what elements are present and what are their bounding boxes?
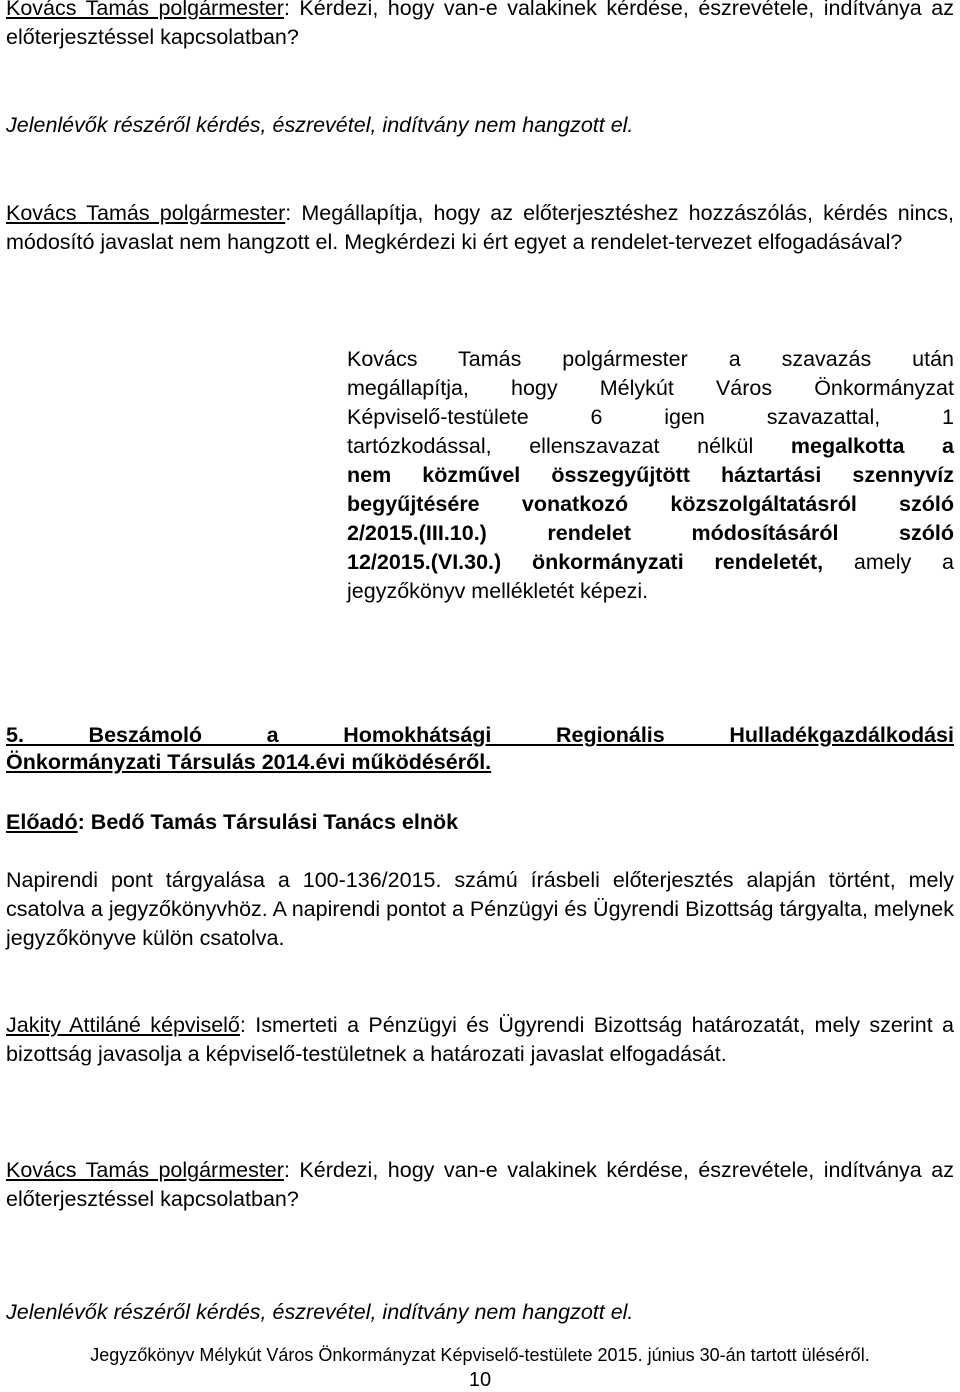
speaker-name: Jakity Attiláné képviselő [6,1013,240,1037]
vote-line-bold: 12/2015.(VI.30.) önkormányzati rendeletét, [347,550,824,574]
paragraph-agenda-item: Napirendi pont tárgyalása a 100-136/2015. számú írásbeli előterjesztés alapján történt, mely csatolva a jegyzőkönyvhöz. A napirendi pontot a Pénzügyi és Ügyrendi Bizottság tárgyalta, melynek jegyzőkönyve külön csatolva. [6,868,954,950]
vote-line [347,548,954,577]
vote-line: 2/2015.(III.10.) rendelet módosításáról szóló [347,521,954,545]
vote-line-normal: amely a [823,550,954,574]
paragraph-mayor-question [6,0,954,52]
vote-line: nem közművel összegyűjtött háztartási szennyvíz [347,463,954,487]
presenter-line [6,808,954,837]
page-footer: Jegyzőkönyv Mélykút Város Önkormányzat Képviselő-testülete 2015. június 30-án tartott üléséről. [90,1345,870,1365]
paragraph-mayor-question-2 [6,1156,954,1214]
speaker-name: Kovács Tamás polgármester [6,1158,284,1182]
page-number: 10 [468,1369,492,1391]
vote-line: megállapítja, hogy Mélykút Város Önkormányzat [347,376,954,400]
vote-line: jegyzőkönyv mellékletét képezi. [347,579,649,603]
presenter-label: Előadó [6,810,78,834]
section-heading [6,722,954,776]
vote-line [347,432,954,461]
paragraph-text: : Kérdezi, hogy van-e valakinek kérdése, észrevétele, indítványa az előterjesztéssel kapcsolatban? [6,1158,954,1211]
paragraph-text: : Ismerteti a Pénzügyi és Ügyrendi Bizottság határozatát, mely szerint a bizottság javasolja a képviselő-testületnek a határozati javaslat elfogadását. [6,1013,955,1066]
paragraph-text: : Megállapítja, hogy az előterjesztéshez hozzászólás, kérdés nincs, módosító javaslat nem hangzott el. Megkérdezi ki ért egyet a rendelet-tervezet elfogadásával? [6,201,954,254]
section-heading-line: 5. Beszámoló a Homokhátsági Regionális Hulladékgazdálkodási [6,723,954,747]
paragraph-mayor-statement [6,199,954,257]
speaker-name: Kovács Tamás polgármester [6,201,286,225]
vote-result-block [347,345,954,606]
paragraph-no-comments: Jelenlévők részéről kérdés, észrevétel, indítvány nem hangzott el. [6,113,634,137]
vote-line: begyűjtésére vonatkozó közszolgáltatásról szóló [347,492,954,516]
section-heading-line: Önkormányzati Társulás 2014.évi működéséről. [6,750,492,774]
vote-line: Képviselő-testülete 6 igen szavazattal, 1 [347,405,954,429]
speaker-name: Kovács Tamás polgármester [6,0,284,20]
vote-line: Kovács Tamás polgármester a szavazás után [347,347,954,371]
vote-line-bold: megalkotta a [790,434,955,458]
paragraph-text: : Kérdezi, hogy van-e valakinek kérdése, észrevétele, indítványa az előterjesztéssel kapcsolatban? [6,0,954,49]
presenter-name: : Bedő Tamás Társulási Tanács elnök [77,810,459,834]
paragraph-no-comments-2: Jelenlévők részéről kérdés, észrevétel, indítvány nem hangzott el. [6,1300,634,1324]
vote-line-normal: tartózkodással, ellenszavazat nélkül [347,434,791,458]
paragraph-committee-report [6,1011,954,1069]
